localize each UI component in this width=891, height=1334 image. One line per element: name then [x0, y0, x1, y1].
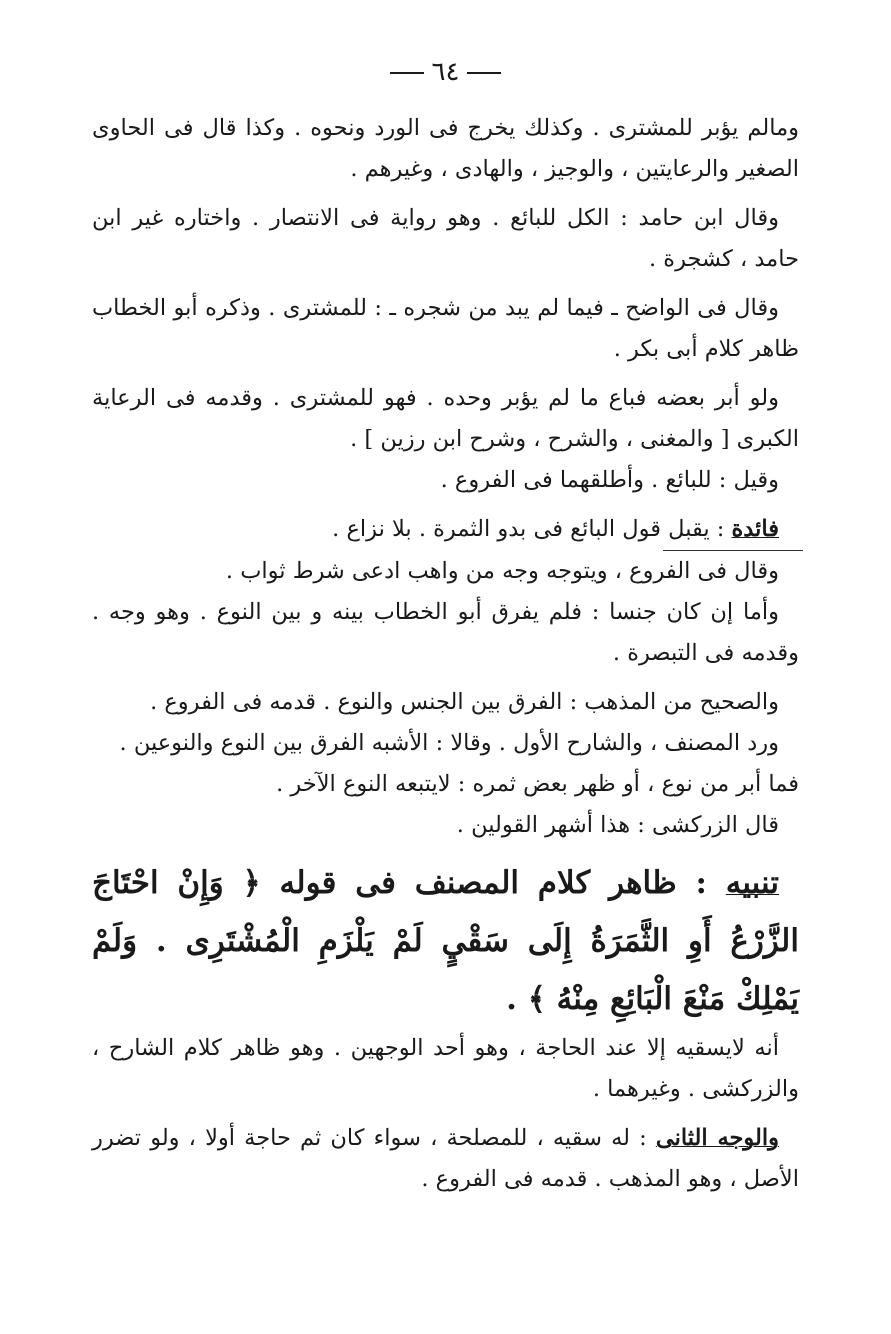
paragraph-text: قال الزركشى : هذا أشهر القولين . — [456, 812, 779, 838]
paragraph-6 — [92, 509, 799, 550]
paragraph-11 — [92, 764, 799, 805]
page-number — [92, 52, 799, 94]
paragraph-4 — [92, 378, 799, 460]
paragraph-text: : ظاهر كلام المصنف فى قوله — [260, 865, 726, 901]
note-heading: والوجه الثانى — [655, 1125, 780, 1151]
paragraph-text: : له سقيه ، للمصلحة ، سواء كان ثم حاجة أولا ، ولو تضرر الأصل ، وهو المذهب . قدمه فى الفروع . — [92, 1125, 799, 1192]
paragraph-text: والصحيح من المذهب : الفرق بين الجنس والنوع . قدمه فى الفروع . — [150, 689, 779, 715]
paragraph-2 — [92, 198, 799, 280]
paragraph-text: أنه لايسقيه إلا عند الحاجة ، وهو أحد الوجهين . وهو ظاهر كلام الشارح ، والزركشى . وغيرهما . — [92, 1035, 799, 1102]
paragraph-7 — [92, 551, 799, 592]
body-text — [92, 108, 799, 1200]
paragraph-text: وقيل : للبائع . وأطلقهما فى الفروع . — [440, 467, 779, 493]
separator-rule — [663, 550, 803, 551]
page-number-dash-left — [390, 72, 424, 74]
paragraph-15 — [92, 1118, 799, 1200]
paragraph-text: ورد المصنف ، والشارح الأول . وقالا : الأشبه الفرق بين النوع والنوعين . — [119, 730, 779, 756]
paragraph-1 — [92, 108, 799, 190]
paragraph-3 — [92, 288, 799, 370]
paragraph-text: : يقبل قول البائع فى بدو الثمرة . بلا نزاع . — [332, 516, 732, 542]
page-number-dash-right — [467, 72, 501, 74]
paragraph-5 — [92, 460, 799, 501]
paragraph-text: وقال ابن حامد : الكل للبائع . وهو رواية فى الانتصار . واختاره غير ابن حامد ، كشجرة . — [92, 205, 799, 272]
paragraph-8 — [92, 592, 799, 674]
note-heading: تنبيه — [725, 865, 780, 901]
paragraph-text: ومالم يؤبر للمشترى . وكذلك يخرج فى الورد ونحوه . وكذا قال فى الحاوى الصغير والرعايتين ، والوجيز ، والهادى ، وغيرهم . — [92, 115, 799, 182]
paragraph-10 — [92, 723, 799, 764]
paragraph-text: وأما إن كان جنسا : فلم يفرق أبو الخطاب بينه و بين النوع . وهو وجه . وقدمه فى التبصرة . — [92, 599, 799, 666]
paragraph-13 — [92, 854, 799, 1028]
paragraph-9 — [92, 682, 799, 723]
paragraph-text: وقال فى الواضح ـ فيما لم يبد من شجره ـ : للمشترى . وذكره أبو الخطاب ظاهر كلام أبى بكر . — [92, 295, 799, 362]
paragraph-text: وقال فى الفروع ، ويتوجه وجه من واهب ادعى شرط ثواب . — [225, 558, 779, 584]
quran-quote: ﴿ وَإِنْ احْتَاجَ الزَّرْعُ أَوِ الثَّمَرَةُ إِلَى سَقْيٍ لَمْ يَلْزَمِ الْمُشْتَرِى . وَلَمْ يَمْلِكْ مَنْعَ الْبَائِعِ مِنْهُ ﴾ . — [92, 865, 799, 1017]
paragraph-12 — [92, 805, 799, 846]
note-heading: فائدة — [731, 516, 779, 542]
paragraph-text: ولو أبر بعضه فباع ما لم يؤبر وحده . فهو للمشترى . وقدمه فى الرعاية الكبرى [ والمغنى ، والشرح ، وشرح ابن رزين ] . — [92, 385, 799, 452]
page-number-text: ٦٤ — [431, 57, 460, 87]
paragraph-text: فما أبر من نوع ، أو ظهر بعض ثمره : لايتبعه النوع الآخر . — [276, 771, 799, 797]
paragraph-14 — [92, 1028, 799, 1110]
